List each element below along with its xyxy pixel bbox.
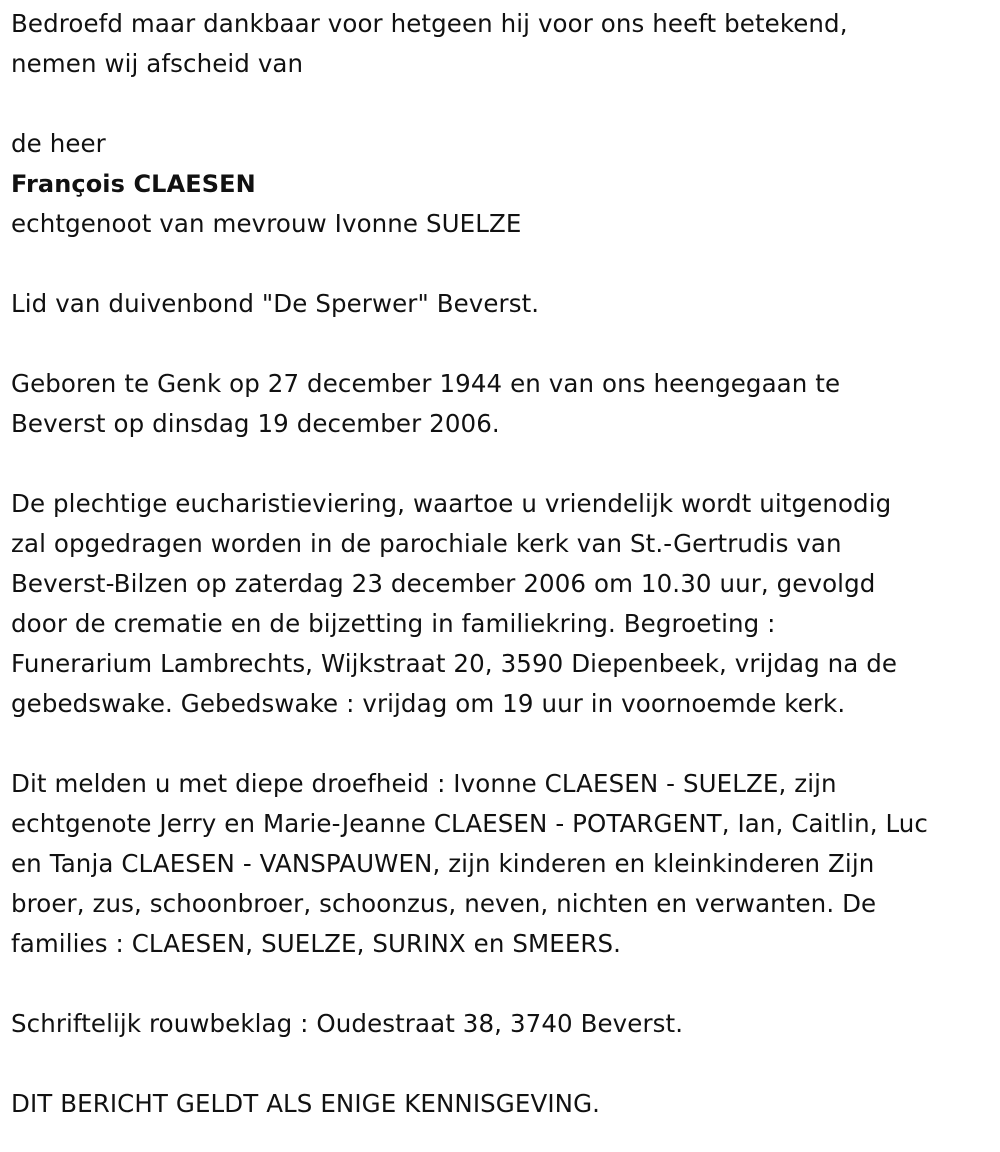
ceremony-line: door de crematie en de bijzetting in familiekring. Begroeting :	[11, 609, 776, 638]
ceremony-line: De plechtige eucharistieviering, waartoe u vriendelijk wordt uitgenodig	[11, 489, 892, 518]
spacer	[11, 724, 996, 764]
announcement-line: en Tanja CLAESEN - VANSPAUWEN, zijn kinderen en kleinkinderen Zijn	[11, 849, 875, 878]
announcement-line: echtgenote Jerry en Marie-Jeanne CLAESEN - POTARGENT, Ian, Caitlin, Luc	[11, 809, 928, 838]
obituary-notice	[11, 4, 996, 1124]
ceremony-line: zal opgedragen worden in de parochiale kerk van St.-Gertrudis van	[11, 529, 842, 558]
spacer	[11, 244, 996, 284]
spacer	[11, 84, 996, 124]
condolences-address: Schriftelijk rouwbeklag : Oudestraat 38, 3740 Beverst.	[11, 1009, 684, 1038]
closing-statement: DIT BERICHT GELDT ALS ENIGE KENNISGEVING.	[11, 1089, 601, 1118]
spacer	[11, 444, 996, 484]
title-prefix: de heer	[11, 129, 106, 158]
ceremony-line: gebedswake. Gebedswake : vrijdag om 19 uur in voornoemde kerk.	[11, 689, 846, 718]
spouse-line: echtgenoot van mevrouw Ivonne SUELZE	[11, 209, 522, 238]
spacer	[11, 964, 996, 1004]
announcement-line: families : CLAESEN, SUELZE, SURINX en SMEERS.	[11, 929, 622, 958]
birth-line-1: Geboren te Genk op 27 december 1944 en van ons heengegaan te	[11, 369, 841, 398]
spacer	[11, 1044, 996, 1084]
announcement-line: Dit melden u met diepe droefheid : Ivonne CLAESEN - SUELZE, zijn	[11, 769, 837, 798]
deceased-name: François CLAESEN	[11, 170, 256, 198]
intro-line-1: Bedroefd maar dankbaar voor hetgeen hij voor ons heeft betekend,	[11, 9, 848, 38]
announcement-line: broer, zus, schoonbroer, schoonzus, neven, nichten en verwanten. De	[11, 889, 877, 918]
membership-line: Lid van duivenbond "De Sperwer" Beverst.	[11, 289, 540, 318]
ceremony-line: Beverst-Bilzen op zaterdag 23 december 2006 om 10.30 uur, gevolgd	[11, 569, 876, 598]
spacer	[11, 324, 996, 364]
ceremony-line: Funerarium Lambrechts, Wijkstraat 20, 3590 Diepenbeek, vrijdag na de	[11, 649, 898, 678]
birth-line-2: Beverst op dinsdag 19 december 2006.	[11, 409, 500, 438]
intro-line-2: nemen wij afscheid van	[11, 49, 304, 78]
